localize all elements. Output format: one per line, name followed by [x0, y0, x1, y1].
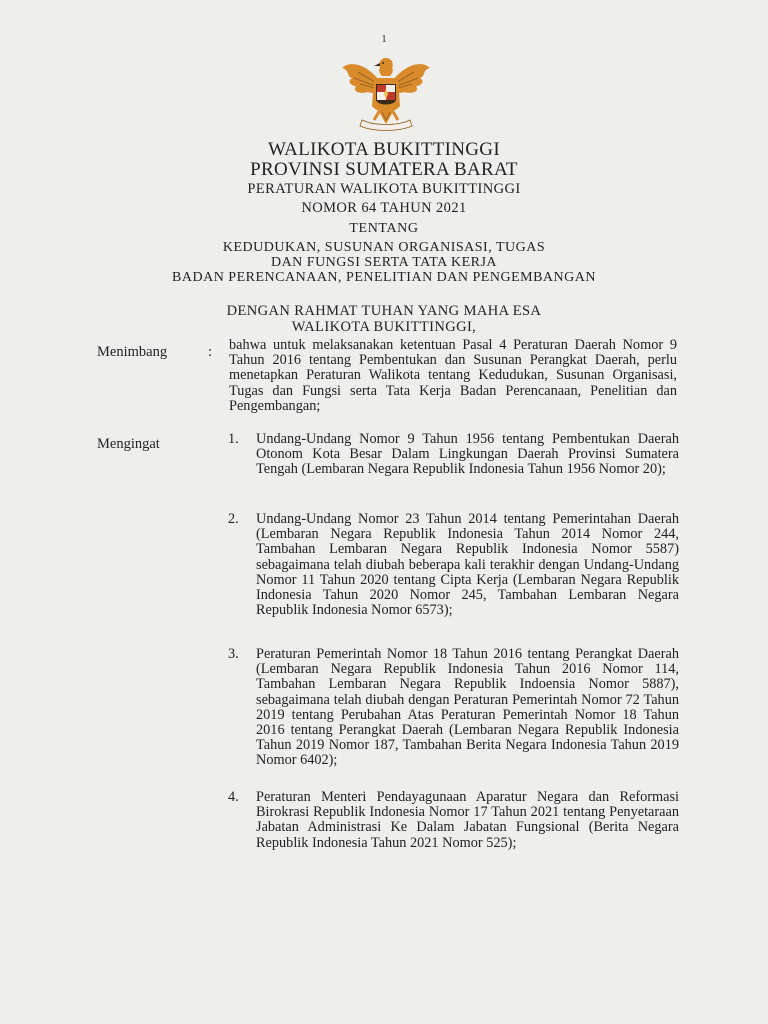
item-text: Undang-Undang Nomor 9 Tahun 1956 tentang Pembentukan Daerah Otonom Kota Besar Dalam Lingkungan Daerah Provinsi Sumatera Tengah (Lembaran Negara Republik Indonesia Tahun 1956 Nomor 20); — [256, 431, 679, 478]
menimbang-label: Menimbang — [97, 344, 168, 360]
item-number: 3. — [228, 646, 239, 662]
title-line-1: WALIKOTA BUKITTINGGI — [268, 139, 500, 160]
subject-line-2: DAN FUNGSI SERTA TATA KERJA — [270, 255, 498, 270]
preamble-heading — [0, 303, 768, 335]
regulation-heading — [0, 180, 768, 218]
page-number: 1 — [381, 34, 387, 45]
menimbang-text: bahwa untuk melaksanakan ketentuan Pasal 4 Peraturan Daerah Nomor 9 Tahun 2016 tentang Pembentukan dan Susunan Perangkat Daerah, perlu menetapkan Peraturan Walikota tentang Kedudukan, Susunan Organisasi, Tugas dan Fungsi serta Tata Kerja Badan Perencanaan, Penelitian dan Pengembangan; — [229, 337, 677, 414]
about-heading: TENTANG — [349, 221, 419, 236]
item-number: 4. — [228, 789, 239, 805]
garuda-emblem-icon — [338, 54, 434, 134]
menimbang-colon: : — [208, 344, 213, 360]
regulation-name: PERATURAN WALIKOTA BUKITTINGGI — [247, 181, 521, 197]
subject-line-3: BADAN PERENCANAAN, PENELITIAN DAN PENGEMBANGAN — [172, 270, 596, 285]
item-text: Peraturan Menteri Pendayagunaan Aparatur Negara dan Reformasi Birokrasi Republik Indonesia Nomor 17 Tahun 2021 tentang Penyetaraan Jabatan Administrasi Ke Dalam Jabatan Fungsional (Berita Negara Republik Indonesia Tahun 2021 Nomor 525); — [256, 789, 679, 851]
item-text: Peraturan Pemerintah Nomor 18 Tahun 2016 tentang Perangkat Daerah (Lembaran Negara Republik Indonesia Tahun 2016 Nomor 114, Tambahan Lembaran Negara Republik Indoensia Nomor 5887), sebagaimana telah diubah dengan Peraturan Pemerintah Nomor 72 Tahun 2019 tentang Perubahan Atas Peraturan Pemerintah Nomor 18 Tahun 2016 tentang Perangkat Daerah (Lembaran Negara Republik Indonesia Tahun 2019 Nomor 187, Tambahan Berita Negara Indonesia Tahun 2019 Nomor 6402); — [256, 646, 679, 769]
preamble-line-1: DENGAN RAHMAT TUHAN YANG MAHA ESA — [226, 303, 542, 319]
item-text: Undang-Undang Nomor 23 Tahun 2014 tentang Pemerintahan Daerah (Lembaran Negara Republik Indonesia Tahun 2014 Nomor 244, Tambahan Lembaran Negara Republik Indonesia Nomor 5587) sebagaimana telah diubah beberapa kali terakhir dengan Undang-Undang Nomor 11 Tahun 2020 tentang Cipta Kerja (Lembaran Negara Republik Indonesia Tahun 2020 Nomor 245, Tambahan Lembaran Negara Republik Indonesia Nomor 6573); — [256, 511, 679, 619]
subject-line-1: KEDUDUKAN, SUSUNAN ORGANISASI, TUGAS — [222, 240, 546, 255]
regulation-number: NOMOR 64 TAHUN 2021 — [301, 200, 467, 216]
item-number: 2. — [228, 511, 239, 527]
title-line-2: PROVINSI SUMATERA BARAT — [250, 159, 518, 180]
preamble-line-2: WALIKOTA BUKITTINGGI, — [291, 319, 477, 335]
document-title — [0, 140, 768, 180]
regulation-subject — [0, 240, 768, 285]
item-number: 1. — [228, 431, 239, 447]
mengingat-label: Mengingat — [97, 436, 160, 452]
